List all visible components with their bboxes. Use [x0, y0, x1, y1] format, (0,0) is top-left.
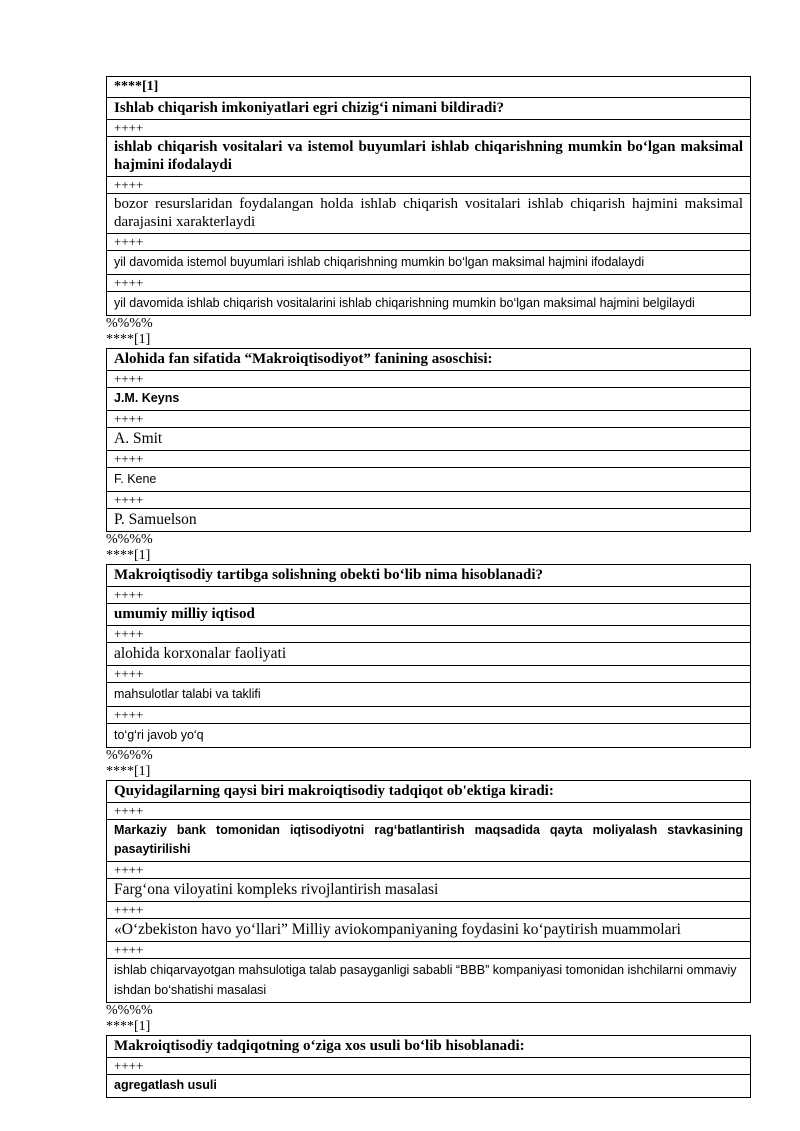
end-marker: %%%% [106, 532, 153, 547]
answer-marker: ++++ [107, 275, 751, 292]
answer-option: umumiy milliy iqtisod [107, 604, 751, 626]
answer-marker: ++++ [107, 626, 751, 643]
answer-marker: ++++ [107, 1058, 751, 1075]
answer-marker: ++++ [107, 177, 751, 194]
answer-marker: ++++ [107, 451, 751, 468]
answer-option: P. Samuelson [107, 509, 751, 532]
answer-marker: ++++ [107, 411, 751, 428]
answer-option: Farg‘ona viloyatini kompleks rivojlantirish masalasi [107, 879, 751, 902]
answer-marker: ++++ [107, 492, 751, 509]
answer-marker: ++++ [107, 666, 751, 683]
answer-option: yil davomida istemol buyumlari ishlab chiqarishning mumkin bo‘lgan maksimal hajmini ifodalaydi [107, 251, 751, 275]
answer-marker: ++++ [107, 862, 751, 879]
answer-option: J.M. Keyns [107, 388, 751, 411]
question-marker: ****[1] [106, 1019, 151, 1034]
answer-option: Markaziy bank tomonidan iqtisodiyotni rag‘batlantirish maqsadida qayta moliyalash stavkasining pasaytirilishi [107, 820, 751, 862]
question-marker: ****[1] [107, 77, 751, 98]
question-block-5 [106, 1035, 751, 1098]
answer-marker: ++++ [107, 707, 751, 724]
question-marker: ****[1] [106, 764, 151, 779]
question-text: Quyidagilarning qaysi biri makroiqtisodiy tadqiqot ob'ektiga kiradi: [107, 781, 751, 803]
question-block-4 [106, 780, 751, 1003]
answer-marker: ++++ [107, 587, 751, 604]
answer-option: F. Kene [107, 468, 751, 492]
question-block-3 [106, 564, 751, 748]
question-text: Makroiqtisodiy tartibga solishning obekti bo‘lib nima hisoblanadi? [107, 565, 751, 587]
answer-option: agregatlash usuli [107, 1075, 751, 1098]
answer-marker: ++++ [107, 803, 751, 820]
answer-option: to‘g‘ri javob yo‘q [107, 724, 751, 748]
answer-option: mahsulotlar talabi va taklifi [107, 683, 751, 707]
question-text: Ishlab chiqarish imkoniyatlari egri chizig‘i nimani bildiradi? [107, 98, 751, 120]
answer-option: A. Smit [107, 428, 751, 451]
answer-option: bozor resurslaridan foydalangan holda ishlab chiqarish vositalari ishlab chiqarish hajmini maksimal darajasini xarakterlaydi [107, 194, 751, 234]
answer-option: ishlab chiqarvayotgan mahsulotiga talab pasayganligi sababli “BBB” kompaniyasi tomonidan ishchilarni ommaviy ishdan bo‘shatishi masalasi [107, 959, 751, 1003]
answer-marker: ++++ [107, 120, 751, 137]
question-text: Alohida fan sifatida “Makroiqtisodiyot” fanining asoschisi: [107, 349, 751, 371]
answer-option: alohida korxonalar faoliyati [107, 643, 751, 666]
end-marker: %%%% [106, 1003, 153, 1018]
question-marker: ****[1] [106, 548, 151, 563]
answer-option: ishlab chiqarish vositalari va istemol buyumlari ishlab chiqarishning mumkin bo‘lgan maksimal hajmini ifodalaydi [107, 137, 751, 177]
answer-marker: ++++ [107, 902, 751, 919]
answer-option: yil davomida ishlab chiqarish vositalarini ishlab chiqarishning mumkin bo‘lgan maksimal hajmini belgilaydi [107, 292, 751, 316]
answer-marker: ++++ [107, 942, 751, 959]
question-block-1 [106, 76, 751, 316]
end-marker: %%%% [106, 316, 153, 331]
question-block-2 [106, 348, 751, 532]
answer-marker: ++++ [107, 371, 751, 388]
answer-option: «O‘zbekiston havo yo‘llari” Milliy aviokompaniyaning foydasini ko‘paytirish muammolari [107, 919, 751, 942]
question-text: Makroiqtisodiy tadqiqotning o‘ziga xos usuli bo‘lib hisoblanadi: [107, 1036, 751, 1058]
end-marker: %%%% [106, 748, 153, 763]
answer-marker: ++++ [107, 234, 751, 251]
test-document [106, 76, 751, 1098]
question-marker: ****[1] [106, 332, 151, 347]
